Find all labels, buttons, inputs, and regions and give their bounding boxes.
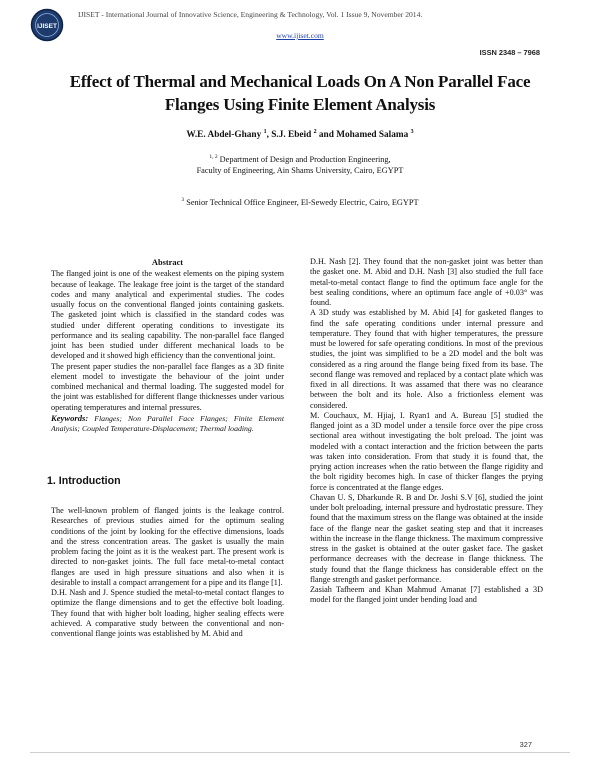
- author-3-affil-mark: 3: [410, 129, 414, 135]
- right-paragraph-3: M. Couchaux, M. Hjiaj, I. Ryan1 and A. Bureau [5] studied the flanged joint as a 3D model under a tensile force over the pipe cross sectional area without investigating the bolt preload. The joint was modeled with a contact interaction and the friction between the parts was taken into consideration. From that study it is found that, the prying action increases when the ratio between the flange rigidity and the bolt rigidity becomes high. In case of thicker flanges the prying force is concentrated at the flange edges.: [310, 410, 543, 492]
- abstract-heading: Abstract: [151, 258, 184, 267]
- intro-paragraph-1: The well-known problem of flanged joints is the leakage control. Researches of previous studies aimed for the optimum sealing conditions of the joint by looking for the effective dimensions, loads and the stress concentration areas. The gasket is usually the main problem facing the joint as it is the weakest part. The present work is directed to non-gasket joints. The full face metal-to-metal contact flanges are used in high pressure situations and also when it is desirable to install a compact arrangement for a pipe and its flange [1].: [51, 506, 284, 587]
- affiliation-2-text: Senior Technical Office Engineer, El-Sewedy Electric, Cairo, EGYPT: [184, 197, 419, 207]
- right-paragraph-5: Zasiah Tafheem and Khan Mahmud Amanat [7] established a 3D model for the flanged joint under bending load and: [310, 585, 543, 605]
- footer-divider: [30, 752, 570, 753]
- affiliation-1-dept: Department of Design and Production Engineering,: [217, 154, 391, 164]
- affiliation-1-faculty: Faculty of Engineering, Ain Shams University, Cairo, EGYPT: [196, 165, 404, 175]
- right-paragraph-2: A 3D study was established by M. Abid [4] for gasketed flanges to find the safe operating conditions under internal pressure and temperature. They found that with higher temperatures, the pressure must be lowered for safe operating conditions. In most of the previous studies, the joint was simplified to be a 2D model and the bolt was considered as a ring around the flange being fixed from its base. The second flange was removed and replaced by a contact plate which was fixed in all directions. It was assamed that there was no clearance between the bolt and its hole. Also a frictionless element was considered.: [310, 308, 543, 410]
- author-2-affil-mark: 2: [313, 129, 317, 135]
- title-line-1: Effect of Thermal and Mechanical Loads On A Non Parallel Face: [69, 72, 531, 91]
- page-number: 327: [519, 740, 532, 749]
- logo-text: IJISET: [37, 23, 57, 30]
- author-2: , S.J. Ebeid: [266, 130, 314, 141]
- right-paragraph-1: D.H. Nash [2]. They found that the non-gasket joint was better than the gasket one. M. Abid and D.H. Nash [3] also studied the full face metal-to-metal contact flange to find the optimum face angle for the best sealing conditions, where an optimum face angle of +0.03° was found.: [310, 257, 543, 307]
- keywords-list: Flanges; Non Parallel Face Flanges; Finite Element Analysis; Coupled Temperature-Displacement; Thermal loading.: [51, 413, 284, 433]
- paper-title: [40, 70, 560, 116]
- right-paragraph-4: Chavan U. S, Dharkunde R. B and Dr. Joshi S.V [6], studied the joint under bolt preloading, internal pressure and hydrostatic pressure. They found that the maximum stress on the flange was obtained at the inside face of the flange near the gasket seating step and that it increases within the increase in the flange thickness. The maximum compressive stress in the gasket is obtained at the outer gasket face. The gasket performance decreases with the decrease in flange thickness. The study found that the flange thickness has considerable effect on the flange strength and gasket performance.: [310, 492, 543, 584]
- author-3: and Mohamed Salama: [316, 130, 411, 141]
- intro-paragraph-2: D.H. Nash and J. Spence studied the metal-to-metal contact flanges to optimize the flange dimensions and to get the effective bolt loading. They found that with higher bolt loading, higher sealing effects were achieved. A comparative study between the conventional and non-conventional flange joints was established by M. Abid and: [51, 588, 284, 638]
- abstract-paragraph-2: The present paper studies the non-parallel face flanges as a 3D finite element model to investigate the behaviour of the joint under combined mechanical and thermal loading. The suggested model for the joint was established for different flange thicknesses under various operating temperatures and internal pressures.: [51, 361, 284, 412]
- introduction-section: [51, 506, 284, 639]
- affiliation-1: [0, 152, 600, 176]
- journal-website-link[interactable]: www.ijiset.com: [276, 31, 324, 40]
- title-line-2: Flanges Using Finite Element Analysis: [164, 95, 436, 114]
- abstract-section: [51, 258, 284, 434]
- affiliation-2: [0, 195, 600, 208]
- right-column-text: [310, 257, 543, 606]
- keywords: [51, 413, 284, 435]
- journal-citation: IJISET - International Journal of Innovative Science, Engineering & Technology, Vol. 1 Issue 9, November 2014.: [78, 10, 423, 19]
- author-1: W.E. Abdel-Ghany: [186, 130, 264, 141]
- author-1-affil-mark: 1: [263, 129, 267, 135]
- affiliation-2-mark: 3: [181, 197, 185, 203]
- keywords-label: Keywords:: [51, 412, 89, 423]
- author-list: [0, 129, 600, 140]
- affiliation-1-mark: 1, 2: [209, 154, 218, 160]
- abstract-paragraph-1: The flanged joint is one of the weakest elements on the piping system because of leakage. The leakage free joint is the target of the standard codes and many analytical and experimental studies. The codes usually focus on the conventional flanged joints containing gaskets. The gasketed joint which is classified in the standard codes was studied under different operating conditions to investigate its performance and its sealing capability. The non-parallel face flanged joint has been studied under different mechanical loads to be developed and it showed high efficiency than the conventional joint.: [51, 269, 284, 361]
- section-heading-introduction: 1. Introduction: [47, 475, 121, 487]
- issn-number: ISSN 2348 – 7968: [479, 48, 540, 57]
